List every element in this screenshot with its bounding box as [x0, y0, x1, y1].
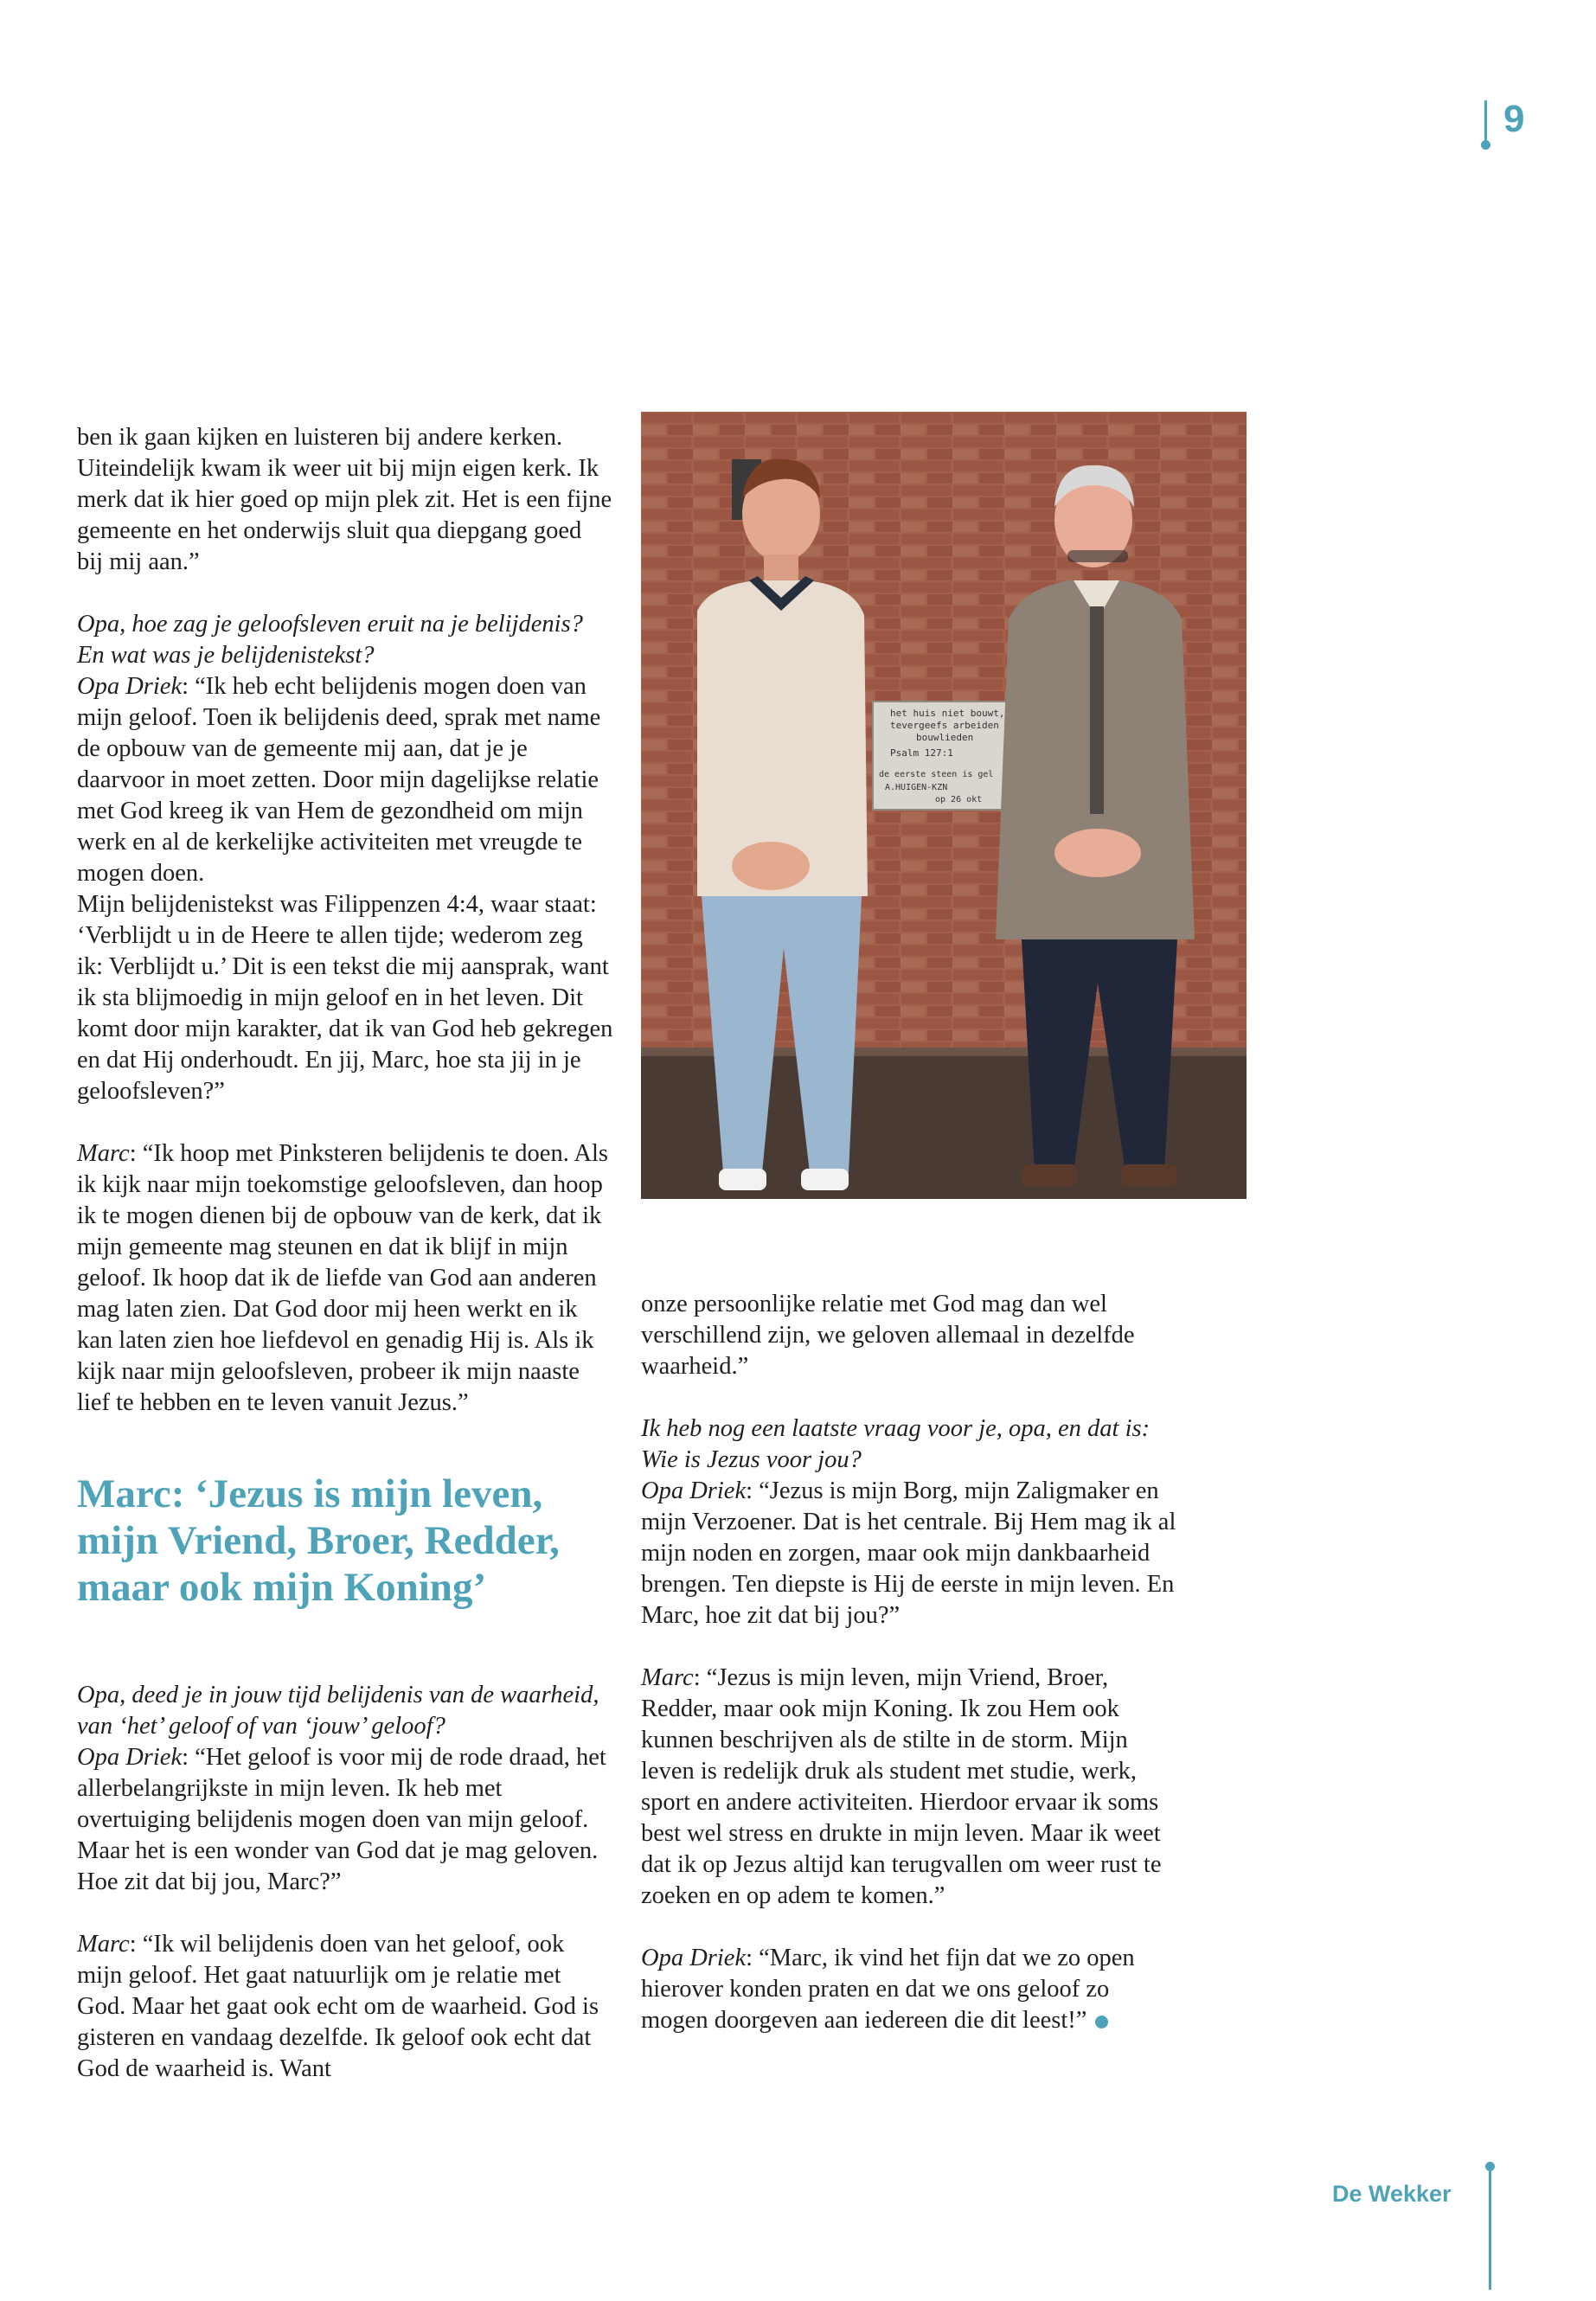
page-number-rule: [1484, 100, 1487, 144]
plaque-line: bouwlieden: [916, 732, 974, 743]
answer-text: : “Ik hoop met Pinksteren belijdenis te doen. Als ik kijk naar mijn toekomstige geloofsleven, dan hoop ik te mogen dienen bij de opbouw van de kerk, dat ik mijn gemeente mag steunen en dat ik blijf in mijn geloof. Ik hoop dat ik de liefde van God aan anderen mag laten zien. Dat God door mij heen werkt en ik kan laten zien hoe liefdevol en genadig Hij is. Als ik kijk naar mijn geloofsleven, probeer ik mijn naaste lief te hebben en te leven vanuit Jezus.”: [77, 1140, 608, 1416]
interview-question: Opa, deed je in jouw tijd belijdenis van de waarheid, van ‘het’ geloof of van ‘jouw’ geloof?: [77, 1682, 599, 1740]
answer-paragraph: [641, 1663, 1177, 1912]
paragraph: ben ik gaan kijken en luisteren bij andere kerken. Uiteindelijk kwam ik weer uit bij mijn eigen kerk. Ik merk dat ik hier goed op mijn plek zit. Het is een fijne gemeente en het onderwijs sluit qua diepgang goed bij mij aan.”: [77, 424, 612, 575]
paragraph: onze persoonlijke relatie met God mag dan wel verschillend zijn, we geloven allemaal in dezelfde waarheid.”: [641, 1291, 1135, 1380]
speaker-name: Opa Driek: [77, 673, 183, 700]
plaque-line: de eerste steen is gel: [879, 770, 994, 779]
speaker-name: Marc: [641, 1664, 694, 1691]
footer-rule: [1489, 2167, 1491, 2290]
speaker-name: Opa Driek: [641, 1945, 747, 1971]
plaque-line: tevergeefs arbeiden: [890, 720, 999, 731]
end-of-article-dot: [1095, 2016, 1108, 2029]
right-column: [641, 1289, 1177, 2036]
interview-photo: [641, 412, 1247, 1199]
speaker-name: Marc: [77, 1931, 130, 1958]
answer-paragraph: [641, 1476, 1177, 1631]
plaque-line: Psalm 127:1: [890, 747, 953, 759]
photo-illustration: [641, 412, 1247, 1199]
page-number: 9: [1503, 98, 1525, 140]
plaque-line: op 26 okt: [935, 795, 983, 804]
plaque-line: A.HUIGEN-KZN: [885, 783, 948, 792]
answer-text: : “Het geloof is voor mij de rode draad, het allerbelangrijkste in mijn leven. Ik heb met overtuiging belijdenis mogen doen van mijn geloof. Maar het is een wonder van God dat je mag geloven. Hoe zit dat bij jou, Marc?”: [77, 1744, 606, 1895]
answer-text: : “Ik wil belijdenis doen van het geloof, ook mijn geloof. Het gaat natuurlijk om je relatie met God. Maar het gaat ook echt om de waarheid. God is gisteren en vandaag dezelfde. Ik geloof ook echt dat God de waarheid is. Want: [77, 1931, 599, 2082]
answer-paragraph: [641, 1943, 1177, 2036]
interview-question: Opa, hoe zag je geloofsleven eruit na je belijdenis? En wat was je belijdenistekst?: [77, 611, 583, 669]
speaker-name: Opa Driek: [641, 1477, 747, 1504]
plaque-line: het huis niet bouwt,: [890, 708, 1005, 719]
answer-text: : “Marc, ik vind het fijn dat we zo open hierover konden praten en dat we ons geloof zo mogen doorgeven aan iedereen die dit leest!”: [641, 1945, 1135, 2034]
page-number-marker: [1484, 97, 1562, 145]
answer-text: : “Jezus is mijn leven, mijn Vriend, Broer, Redder, maar ook mijn Koning. Ik zou Hem ook kunnen beschrijven als de stilte in de storm. Mijn leven is redelijk druk als student met studie, werk, sport en andere activiteiten. Hierdoor ervaar ik soms best wel stress en drukte in mijn leven. Maar ik weet dat ik op Jezus altijd kan terugvallen om weer rust te zoeken en op adem te komen.”: [641, 1664, 1162, 1909]
paragraph: Mijn belijdenistekst was Filippenzen 4:4, waar staat: ‘Verblijdt u in de Heere te allen tijde; wederom zeg ik: Verblijdt u.’ Dit is een tekst die mij aansprak, want ik sta blijmoedig in mijn geloof en in het leven. Dit komt door mijn karakter, dat ik van God heb gekregen en dat Hij onderhoudt. En jij, Marc, hoe sta jij in je geloofsleven?”: [77, 891, 613, 1105]
answer-paragraph: [77, 1742, 613, 1898]
speaker-name: Opa Driek: [77, 1744, 183, 1771]
answer-paragraph: [77, 671, 613, 889]
answer-text: : “Ik heb echt belijdenis mogen doen van mijn geloof. Toen ik belijdenis deed, sprak met name de opbouw van de gemeente mij aan, dat je je daarvoor in moet zetten. Door mijn dagelijkse relatie met God kreeg ik van Hem de gezondheid om mijn werk en al de kerkelijke activiteiten met vreugde te mogen doen.: [77, 673, 601, 887]
interview-question: Ik heb nog een laatste vraag voor je, opa, en dat is: Wie is Jezus voor jou?: [641, 1415, 1151, 1473]
left-column: [77, 422, 613, 2085]
answer-paragraph: [77, 1929, 613, 2085]
page-number-dot: [1481, 140, 1490, 150]
speaker-name: Marc: [77, 1140, 130, 1167]
answer-text: : “Jezus is mijn Borg, mijn Zaligmaker en mijn Verzoener. Dat is het centrale. Bij Hem mag ik al mijn noden en zorgen, maar ook mijn dankbaarheid brengen. Ten diepste is Hij de eerste in mijn leven. En Marc, hoe zit dat bij jou?”: [641, 1477, 1176, 1629]
pull-quote-headline: Marc: ‘Jezus is mijn leven, mijn Vriend, Broer, Redder, maar ook mijn Koning’: [77, 1471, 560, 1610]
publication-name: De Wekker: [1332, 2181, 1452, 2207]
answer-paragraph: [77, 1138, 613, 1419]
